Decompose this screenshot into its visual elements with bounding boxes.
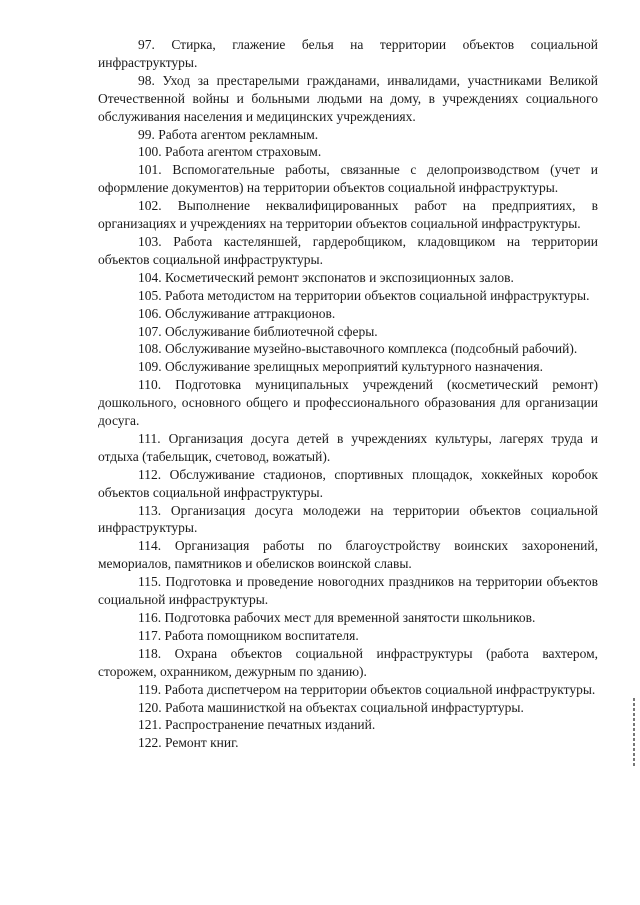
list-item: 103. Работа кастеляншей, гардеробщиком, кладовщиком на территории объектов социальной инфраструктуры. <box>98 233 598 267</box>
list-item: 114. Организация работы по благоустройству воинских захоронений, мемориалов, памятников и обелисков воинской славы. <box>98 538 598 572</box>
list-item: 116. Подготовка рабочих мест для временной занятости школьников. <box>138 610 536 625</box>
list-item: 98. Уход за престарелыми гражданами, инвалидами, участниками Великой Отечественной войны и больными людьми на дому, в учреждениях социального обслуживания населения и медицинских учреждениях. <box>98 72 598 124</box>
list-item: 109. Обслуживание зрелищных мероприятий культурного назначения. <box>138 359 543 375</box>
list-item: 101. Вспомогательные работы, связанные с делопроизводством (учет и оформление документов) на территории объектов социальной инфраструктуры. <box>98 162 598 196</box>
list-item: 107. Обслуживание библиотечной сферы. <box>138 323 378 339</box>
list-item: 106. Обслуживание аттракционов. <box>138 305 336 321</box>
document-page <box>98 36 598 752</box>
list-item: 104. Косметический ремонт экспонатов и экспозиционных залов. <box>138 269 514 285</box>
list-item: 99. Работа агентом рекламным. <box>138 126 319 142</box>
list-item: 117. Работа помощником воспитателя. <box>138 627 359 643</box>
list-item: 115. Подготовка и проведение новогодних праздников на территории объектов социальной инфраструктуры. <box>98 574 598 608</box>
list-item: 122. Ремонт книг. <box>138 735 239 751</box>
list-item: 108. Обслуживание музейно-выставочного комплекса (подсобный рабочий). <box>138 341 578 357</box>
list-item: 102. Выполнение неквалифицированных работ на предприятиях, в организациях и учреждениях на территории объектов социальной инфраструктуры. <box>98 198 598 232</box>
list-item: 100. Работа агентом страховым. <box>138 144 322 160</box>
list-item: 110. Подготовка муниципальных учреждений (косметический ремонт) дошкольного, основного общего и профессионального образования для организации досуга. <box>98 377 598 429</box>
list-item: 118. Охрана объектов социальной инфраструктуры (работа вахтером, сторожем, охранником, дежурным по зданию). <box>98 645 598 679</box>
list-item: 105. Работа методистом на территории объектов социальной инфраструктуры. <box>138 287 590 303</box>
list-item: 112. Обслуживание стадионов, спортивных площадок, хоккейных коробок объектов социальной инфраструктуры. <box>98 466 598 500</box>
list-item: 119. Работа диспетчером на территории объектов социальной инфраструктуры. <box>138 681 596 697</box>
list-item: 113. Организация досуга молодежи на территории объектов социальной инфраструктуры. <box>98 502 598 536</box>
list-item: 97. Стирка, глажение белья на территории объектов социальной инфраструктуры. <box>98 37 598 70</box>
list-item: 121. Распространение печатных изданий. <box>138 717 376 733</box>
list-item: 120. Работа машинисткой на объектах социальной инфрастуртуры. <box>138 699 524 715</box>
list-item: 111. Организация досуга детей в учреждениях культуры, лагерях труда и отдыха (табельщик, счетовод, вожатый). <box>98 430 598 464</box>
scan-edge-mark <box>633 698 635 768</box>
